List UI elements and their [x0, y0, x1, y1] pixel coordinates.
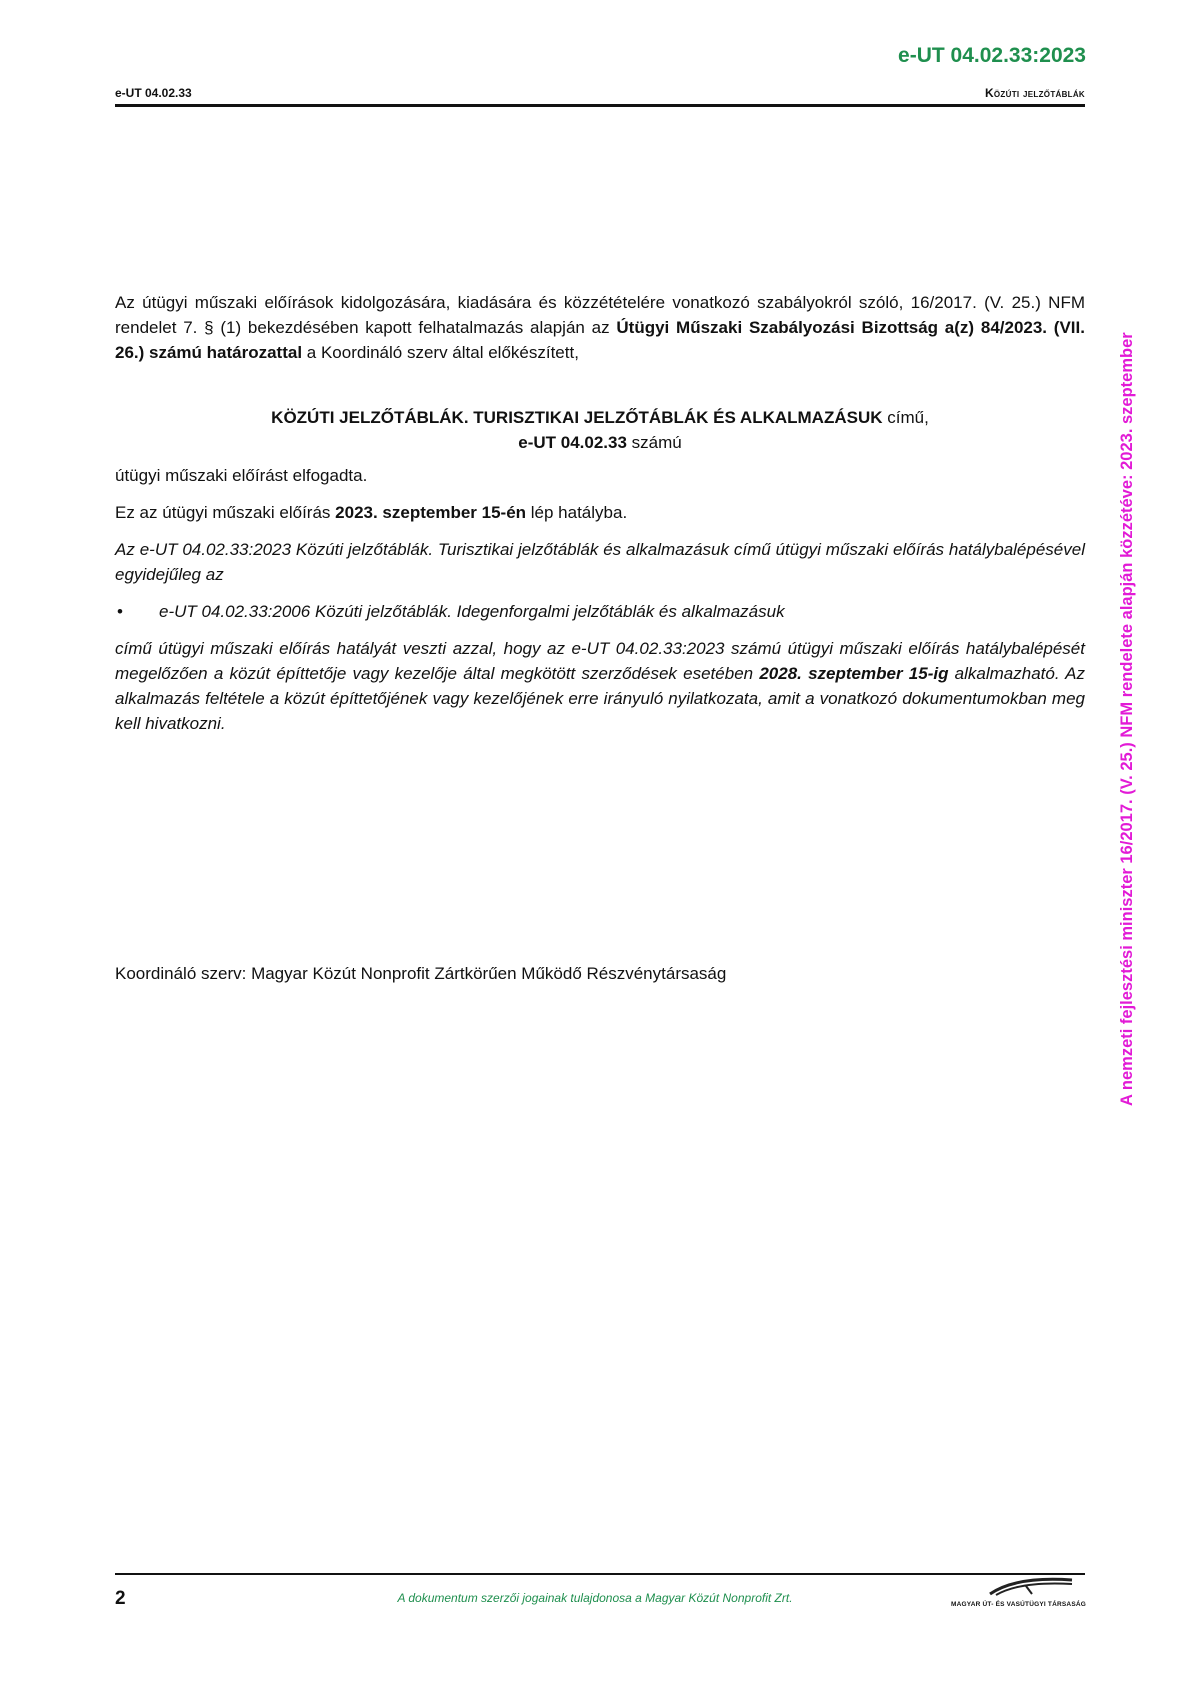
- running-header: [115, 86, 1085, 107]
- intro-paragraph: [115, 290, 1085, 365]
- header-left-code: e-UT 04.02.33: [115, 86, 192, 100]
- intro-text-2: a Koordináló szerv által előkészített,: [302, 343, 579, 362]
- repeal-text-2: alkalmazható. Az alkalmazás feltétele a közút építtetőjének vagy kezelőjének erre irányuló nyilatkozata, amit a vonatkozó dokumentumokban meg kell hivatkozni.: [115, 664, 1085, 733]
- effective-date: 2023. szeptember 15-én: [335, 503, 527, 522]
- accepted-line: útügyi műszaki előírást elfogadta.: [115, 466, 368, 485]
- copyright-notice: A dokumentum szerzői jogainak tulajdonosa a Magyar Közút Nonprofit Zrt.: [397, 1591, 793, 1605]
- main-content: [115, 290, 1085, 736]
- header-right-title: Közúti jelzőtáblák: [984, 86, 1085, 100]
- logo-text: MAGYAR ÚT- ÉS VASÚTÜGYI TÁRSASÁG: [951, 1601, 1086, 1608]
- intro-bold: Útügyi Műszaki Szabályozási Bizottság a(z) 84/2023. (VII. 26.) számú határozattal: [115, 318, 1085, 362]
- page-number: 2: [115, 1588, 126, 1609]
- road-arc-icon: [986, 1574, 1076, 1596]
- repeal-intro: Az e-UT 04.02.33:2023 Közúti jelzőtáblák. Turisztikai jelzőtáblák és alkalmazásuk című útügyi műszaki előírás hatálybalépésével egyidejűleg az: [115, 540, 1085, 584]
- society-logo: [936, 1574, 1086, 1610]
- effective-line: [115, 500, 1085, 525]
- title-main: KÖZÚTI JELZŐTÁBLÁK. TURISZTIKAI JELZŐTÁBLÁK ÉS ALKALMAZÁSUK: [271, 408, 883, 427]
- bullet-icon: •: [117, 602, 123, 621]
- repeal-body: [115, 636, 1085, 736]
- coordinator-line: Koordináló szerv: Magyar Közút Nonprofit Zártkörűen Működő Részvénytársaság: [115, 964, 727, 983]
- repeal-text-1: című útügyi műszaki előírás hatályát veszti azzal, hogy az e-UT 04.02.33:2023 számú útügyi műszaki előírás hatálybalépését megelőzően a közút építtetője vagy kezelője által megkötött szerződések esetében: [115, 639, 1085, 683]
- title-suffix: című,: [882, 408, 929, 427]
- title-code-suffix: számú: [626, 433, 682, 452]
- standard-title: [115, 405, 1085, 455]
- repeal-deadline: 2028. szeptember 15-ig: [759, 664, 949, 683]
- document-id-stamp: e-UT 04.02.33:2023: [898, 44, 1086, 67]
- title-code: e-UT 04.02.33: [518, 433, 627, 452]
- effective-text-1: Ez az útügyi műszaki előírás: [115, 503, 336, 522]
- effective-text-2: lép hatályba.: [526, 503, 628, 522]
- bullet-text: e-UT 04.02.33:2006 Közúti jelzőtáblák. Idegenforgalmi jelzőtáblák és alkalmazásuk: [159, 602, 785, 621]
- publication-side-note: A nemzeti fejlesztési miniszter 16/2017. (V. 25.) NFM rendelete alapján közzétéve: 2023. szeptember: [1118, 332, 1136, 1106]
- list-item: [115, 599, 1085, 624]
- intro-text-1: Az útügyi műszaki előírások kidolgozására, kiadására és közzétételére vonatkozó szabályokról szóló, 16/2017. (V. 25.) NFM rendelet 7. § (1) bekezdésében kapott felhatalmazás alapján az: [115, 293, 1085, 337]
